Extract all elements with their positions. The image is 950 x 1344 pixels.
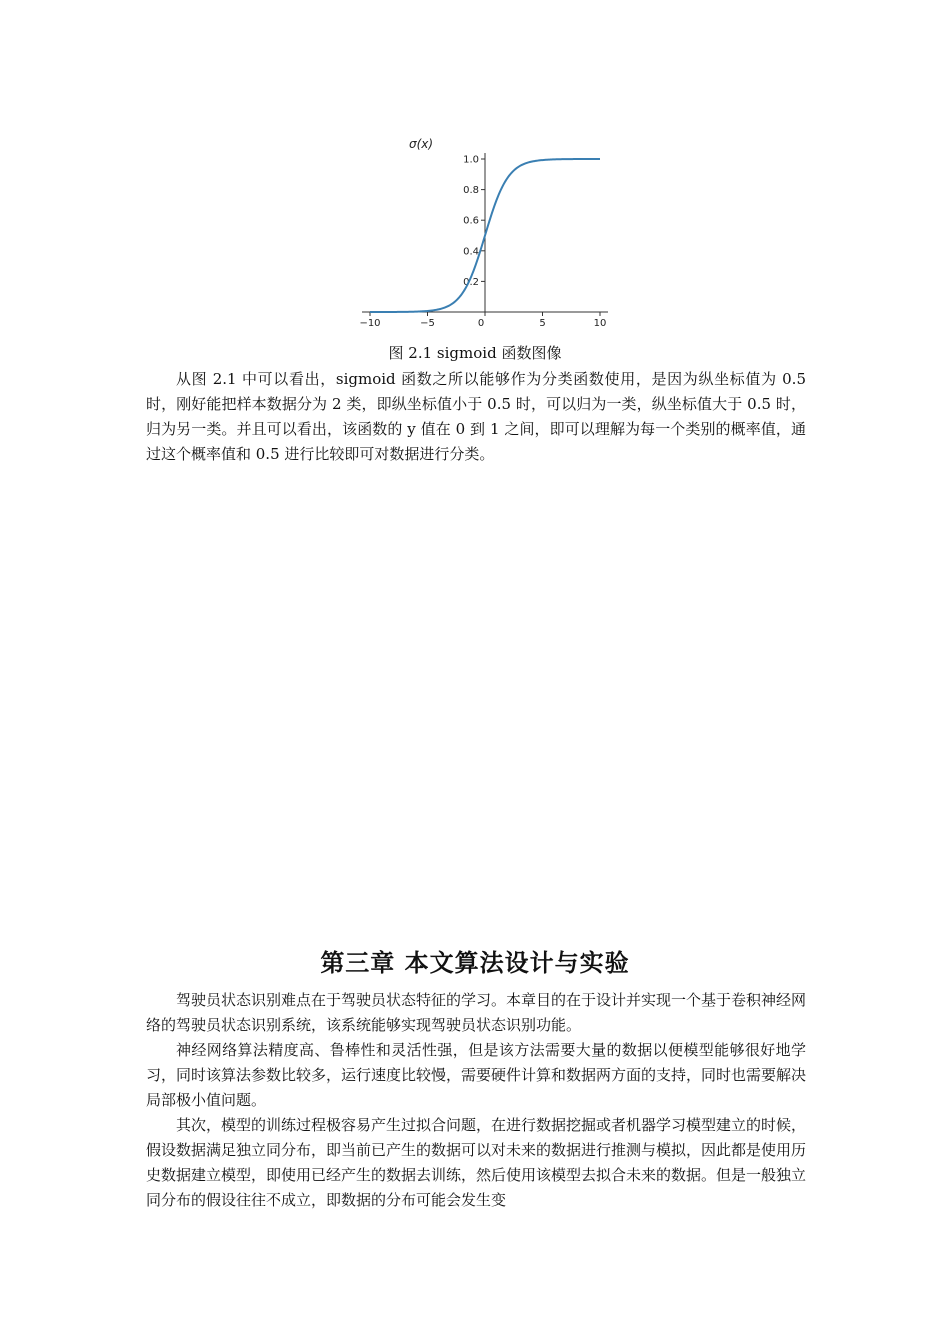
y-tick-label: 0.8 [463, 185, 479, 197]
sigmoid-chart [350, 132, 620, 332]
figure-caption: 图 2.1 sigmoid 函数图像 [388, 344, 562, 362]
paragraph-sigmoid-explanation: 从图 2.1 中可以看出，sigmoid 函数之所以能够作为分类函数使用，是因为纵坐标值为 0.5 时，刚好能把样本数据分为 2 类，即纵坐标值小于 0.5 时，可以归为一类，纵坐标值大于 0.5 时，归为另一类。并且可以看出，该函数的 y 值在 0 到 1 之间，即可以理解为每一个类别的概率值，通过这个概率值和 0.5 进行比较即可对数据进行分类。 [146, 370, 806, 463]
chapter-title: 第三章 本文算法设计与实验 [320, 948, 630, 977]
sigmoid-figure [350, 132, 620, 332]
paragraph-neural-network: 神经网络算法精度高、鲁棒性和灵活性强，但是该方法需要大量的数据以便模型能够很好地学习，同时该算法参数比较多，运行速度比较慢，需要硬件计算和数据两方面的支持，同时也需要解决局部极小值问题。 [146, 1041, 807, 1109]
paragraph-overfitting: 其次，模型的训练过程极容易产生过拟合问题，在进行数据挖掘或者机器学习模型建立的时候，假设数据满足独立同分布，即当前已产生的数据可以对未来的数据进行推测与模拟，因此都是使用历史数据建立模型，即使用已经产生的数据去训练，然后使用该模型去拟合未来的数据。但是一般独立同分布的假设往往不成立，即数据的分布可能会发生变 [146, 1116, 807, 1209]
y-tick-label: 0.2 [463, 276, 479, 288]
x-tick-label: 0 [477, 318, 485, 329]
paragraph-chapter-intro: 驾驶员状态识别难点在于驾驶员状态特征的学习。本章目的在于设计并实现一个基于卷积神经网络的驾驶员状态识别系统，该系统能够实现驾驶员状态识别功能。 [146, 991, 807, 1034]
y-tick-label: 0.4 [463, 246, 479, 258]
x-tick-label: 5 [539, 318, 546, 329]
x-tick-label: 10 [593, 318, 607, 329]
y-tick-label: 1.0 [463, 154, 479, 166]
y-axis-label: σ(x) [409, 137, 434, 151]
x-tick-label: −5 [420, 318, 435, 329]
y-tick-label: 0.6 [463, 215, 479, 227]
x-tick-label: −10 [359, 318, 381, 329]
